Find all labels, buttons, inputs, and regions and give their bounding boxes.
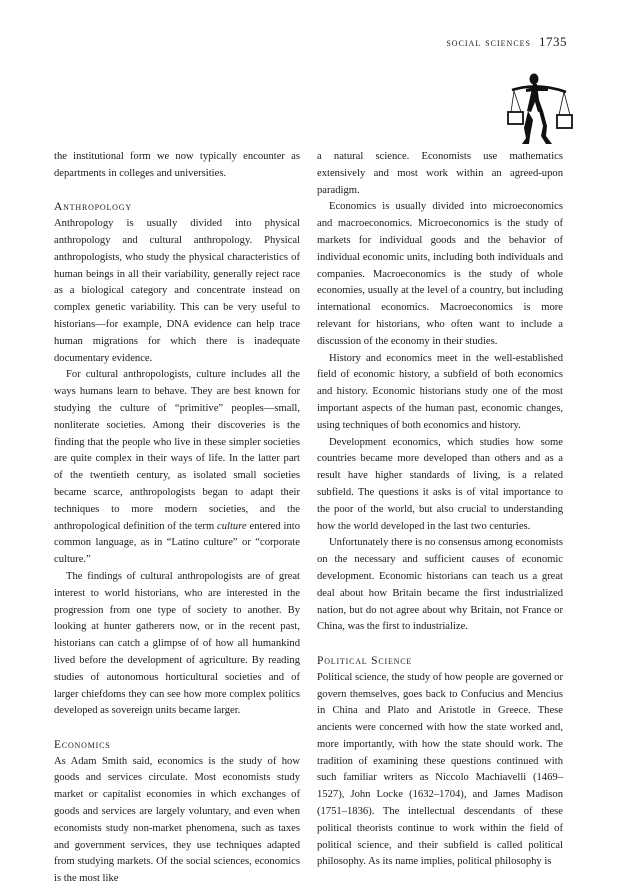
- anthropology-paragraph-2-a: For cultural anthropologists, culture includes all the ways humans learn to behave. They are best known for studying the culture of “primitive” peoples—small, nonliterate societies. Among their discoveries is the finding that the people who live in these simpler societies are quite complex in their ways of life. In the latter part of the twentieth century, as isolated small societies became scarce, anthropologists began to adapt their techniques to more modern societies, and the anthropological definition of the term: [54, 369, 300, 532]
- anthropology-paragraph-3: The findings of cultural anthropologists are of great interest to world historians, who are interested in the progression from one type of society to another. By looking at hunter gatherers now, or in the recent past, historians can catch a glimpse of of how all humankind lived before the development of agriculture. By reading studies of autonomous horticultural societies and of larger chiefdoms they can see how more complex politics developed as sovereign units became larger.: [54, 570, 300, 717]
- heading-economics: Economics: [54, 738, 111, 751]
- economics-paragraph-3: History and economics meet in the well-established field of economic history, a subfield of both economics and history. Economic historians study one of the most important aspects of the human past, economic changes, using techniques of both economics and history.: [317, 352, 563, 431]
- section-title: social sciences: [446, 35, 531, 49]
- water-carrier-figure-icon: [502, 70, 574, 146]
- paragraph-continued: the institutional form we now typically encounter as departments in colleges and universities.: [54, 151, 300, 179]
- economics-paragraph-2: Economics is usually divided into microeconomics and macroeconomics. Microeconomics is the study of markets for individual goods and the behavior of individual economic units, including both individuals and companies. Macroeconomics is the study of whole economies, usually at the level of a country, but including international economics. Macroeconomics is more relevant for historians, who often want to include a discussion of the economy in their studies.: [317, 201, 563, 347]
- anthropology-paragraph-1: Anthropology is usually divided into physical anthropology and cultural anthropology. Physical anthropologists, who study the physical characteristics of human beings in all their variability, generally reject race as a biological category and concentrate instead on complex genetic variability. This can be very useful to historians—for example, DNA evidence can help trace human migrations for which there is inadequate documentary evidence.: [54, 218, 300, 364]
- political-science-paragraph-1: Political science, the study of how people are governed or govern themselves, goes back to Confucius and Mencius in China and Plato and Aristotle in Greece. These ancients were concerned with how the state worked and, more importantly, with how the state should work. The tradition of examining these questions continued with such familiar writers as Niccolo Machiavelli (1469–1527), John Locke (1632–1704), and James Madison (1751–1836). The intellectual descendants of these political theorists continue to work within the field of political science, and their subfield is called political philosophy. As its name implies, political philosophy is: [317, 671, 563, 868]
- right-column: [317, 149, 563, 871]
- emphasis-culture: culture: [217, 520, 247, 532]
- heading-political-science: Political Science: [317, 654, 413, 667]
- running-header: [446, 34, 567, 50]
- anthropology-paragraph-2: [54, 367, 300, 569]
- economics-paragraph-1-continued: a natural science. Economists use mathematics extensively and most work within an agreed-upon paradigm.: [317, 151, 563, 196]
- page-number: 1735: [539, 34, 567, 49]
- anthropology-paragraph-2-b: entered into common language, as in “Latino culture” or “corporate culture.”: [54, 520, 300, 566]
- economics-paragraph-4: Development economics, which studies how some countries became more developed than others and as a result have higher standards of living, is a related subfield. The questions it asks is of vital importance to the poor of the world, but also crucial to understanding how the world developed in the last two centuries.: [317, 436, 563, 532]
- heading-anthropology: Anthropology: [54, 201, 132, 214]
- economics-paragraph-5: Unfortunately there is no consensus among economists on the necessary and sufficient causes of economic development. Economic historians can teach us a great deal about how Britain became the first industrialized nation, but do not agree about why Britain, not France or China, was the first to industrialize.: [317, 537, 563, 633]
- left-column: [54, 149, 300, 888]
- economics-paragraph-1: As Adam Smith said, economics is the study of how goods and services circulate. Most economists study market or capitalist economies in which exchanges of goods and services are largely voluntary, and even when economists study non-market phenomena, such as taxes and government services, they use techniques adapted from studying markets. Of the social sciences, economics is the most like: [54, 755, 300, 885]
